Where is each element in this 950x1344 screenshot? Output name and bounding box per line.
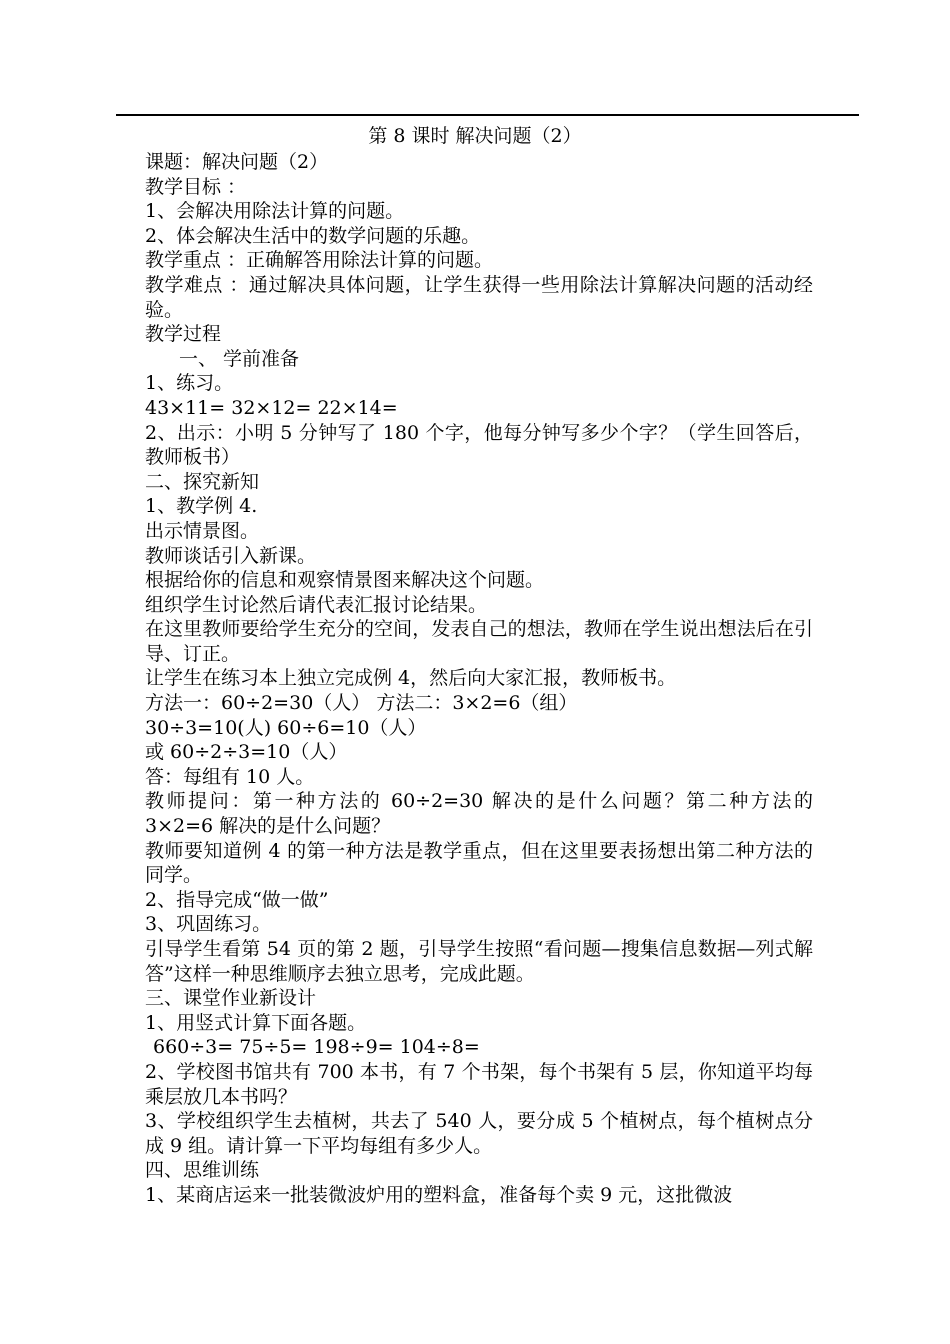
independent-work: 让学生在练习本上独立完成例 4，然后向大家汇报，教师板书。 bbox=[145, 667, 677, 690]
homework-2: 2、学校图书馆共有 700 本书，有 7 个书架，每个书架有 5 层，你知道平均每乘层放几本书吗？ bbox=[145, 1060, 813, 1108]
section-2-heading: 二、探究新知 bbox=[145, 470, 260, 493]
section-1-heading: 一、 学前准备 bbox=[179, 347, 300, 370]
teacher-intro: 教师谈话引入新课。 bbox=[145, 544, 317, 567]
thinking-1: 1、某商店运来一批装微波炉用的塑料盒，准备每个卖 9 元，这批微波 bbox=[145, 1183, 733, 1206]
homework-3: 3、学校组织学生去植树，共去了 540 人，要分成 5 个植树点，每个植树点分成 9 组。请计算一下平均每组有多少人。 bbox=[145, 1110, 813, 1157]
document-body bbox=[145, 150, 813, 1208]
practice-item: 1、练习。 bbox=[145, 372, 234, 395]
goal-1: 1、会解决用除法计算的问题。 bbox=[145, 200, 405, 223]
methods-line: 方法一：60÷2=30（人） 方法二：3×2=6（组） bbox=[145, 692, 578, 715]
section-3-heading: 三、课堂作业新设计 bbox=[145, 987, 317, 1010]
header-rule bbox=[116, 114, 859, 116]
answer-line: 答：每组有 10 人。 bbox=[145, 765, 315, 788]
methods-line-2: 30÷3=10(人) 60÷6=10（人） bbox=[145, 716, 427, 739]
guide-do-one: 2、指导完成“做一做” bbox=[145, 888, 329, 911]
difficult-point: 教学难点 ：通过解决具体问题，让学生获得一些用除法计算解决问题的活动经验。 bbox=[145, 273, 813, 321]
show-problem: 2、出示：小明 5 分钟写了 180 个字，他每分钟写多少个字？（学生回答后，教师板书） bbox=[145, 421, 813, 469]
homework-1: 1、用竖式计算下面各题。 bbox=[145, 1011, 367, 1034]
practice-expressions: 43×11= 32×12= 22×14= bbox=[145, 396, 398, 419]
show-scene: 出示情景图。 bbox=[145, 519, 260, 542]
page-title: 第 8 课时 解决问题（2） bbox=[368, 125, 582, 147]
alt-method: 或 60÷2÷3=10（人） bbox=[145, 741, 348, 764]
example-item: 1、教学例 4. bbox=[145, 495, 258, 518]
teacher-space: 在这里教师要给学生充分的空间，发表自己的想法，教师在学生说出想法后在引导、订正。 bbox=[145, 618, 813, 665]
teacher-note: 教师要知道例 4 的第一种方法是教学重点，但在这里要表扬想出第二种方法的同学。 bbox=[145, 839, 813, 887]
goal-2: 2、体会解决生活中的数学问题的乐趣。 bbox=[145, 224, 481, 247]
homework-expressions: 660÷3= 75÷5= 198÷9= 104÷8= bbox=[153, 1036, 480, 1059]
teacher-question: 教师提问：第一种方法的 60÷2=30 解决的是什么问题？第二种方法的 3×2=6 解决的是什么问题？ bbox=[145, 790, 813, 838]
solve-by-info: 根据给你的信息和观察情景图来解决这个问题。 bbox=[145, 569, 545, 592]
goals-heading: 教学目标 ： bbox=[145, 175, 247, 198]
topic-line: 课题：解决问题（2） bbox=[145, 151, 329, 173]
guide-page-54: 引导学生看第 54 页的第 2 题，引导学生按照“看问题—搜集信息数据—列式解答”这样一种思维顺序去独立思考，完成此题。 bbox=[145, 938, 813, 985]
key-point: 教学重点 ：正确解答用除法计算的问题。 bbox=[145, 249, 494, 272]
consolidate: 3、巩固练习。 bbox=[145, 913, 272, 936]
process-heading: 教学过程 bbox=[145, 323, 222, 346]
organize-discussion: 组织学生讨论然后请代表汇报讨论结果。 bbox=[145, 593, 488, 616]
section-4-heading: 四、思维训练 bbox=[145, 1159, 260, 1182]
